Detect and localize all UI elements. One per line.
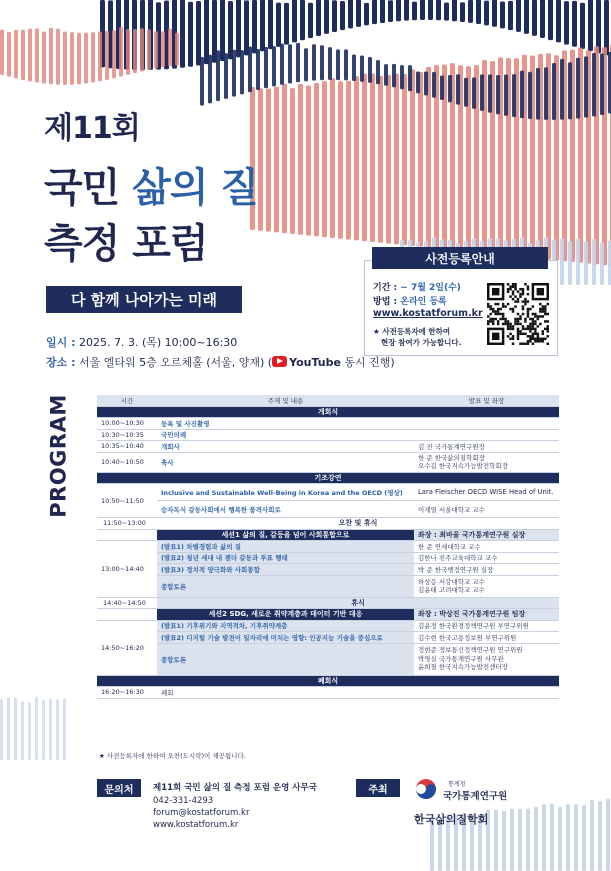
stripe <box>528 72 532 119</box>
stripe <box>161 31 165 67</box>
keynote-band: 기조강연 <box>97 472 559 484</box>
stripe <box>119 27 123 77</box>
stripe <box>378 76 383 243</box>
stripe <box>388 0 393 22</box>
stripe <box>232 50 236 97</box>
closing-band: 폐회식 <box>97 675 559 687</box>
event-place: 장소 : 서울 엘타워 5층 오르체홀 (서울, 양재) ( YouTube 동시 진행) <box>46 356 395 369</box>
stripe <box>604 0 609 55</box>
stripe <box>412 2 417 21</box>
slogan-banner: 다 함께 나아가는 미래 <box>46 286 242 313</box>
stripe <box>544 67 548 120</box>
stripe <box>444 3 449 21</box>
stripe <box>492 0 497 27</box>
stripe <box>21 701 24 760</box>
stripe <box>542 804 546 871</box>
stripe <box>322 81 327 237</box>
table-row: 종합토론 하상응 서강대학교 교수 김윤태 고려대학교 교수 <box>97 575 559 597</box>
stripe <box>216 50 220 101</box>
org-name-1: 국가통계연구원 <box>443 791 508 802</box>
stripe <box>592 53 596 117</box>
stripe <box>248 46 252 92</box>
youtube-icon <box>272 356 287 367</box>
stripe <box>49 28 53 85</box>
program-label: PROGRAM <box>47 394 72 518</box>
stripe <box>440 75 444 100</box>
stripe <box>464 78 468 107</box>
table-row: (발표2) 디지털 기술 발전이 일자리에 미치는 영향: 인공지능 기술을 중심으로 김수현 한국고용정보원 부연구위원 <box>97 632 559 644</box>
qr-code-icon[interactable] <box>487 283 549 345</box>
stripe <box>534 807 538 871</box>
stripe <box>460 2 465 22</box>
stripe <box>548 0 553 40</box>
stripe <box>14 698 17 760</box>
stripe <box>520 71 524 119</box>
lunch-footnote: ★ 사전등록자에 한하여 오찬(도시락)이 제공됩니다. <box>99 752 246 760</box>
stripe <box>424 72 428 96</box>
event-date: 일시 : 2025. 7. 3. (목) 10:00~16:30 <box>46 336 238 349</box>
stripe <box>280 44 284 85</box>
table-row: 10:40~10:50 축사 한 준 한국삶의질학회장 오수길 한국지속가능발전학회장 <box>97 452 559 472</box>
stripe <box>600 53 604 115</box>
stripe <box>290 88 295 234</box>
stripe <box>518 809 522 871</box>
stripe <box>266 89 271 232</box>
stripe <box>328 47 332 80</box>
stripe <box>308 3 313 38</box>
stripe <box>200 57 204 106</box>
stripe <box>596 0 601 53</box>
stripe <box>502 811 506 871</box>
stripe <box>284 3 289 45</box>
registration-method: 방법 : 온라인 등록 <box>373 297 447 307</box>
table-row: 10:00~10:30 등록 및 사진촬영 <box>97 418 559 430</box>
stripe <box>408 65 412 91</box>
stripe <box>154 31 158 68</box>
stripe <box>298 84 303 235</box>
stripe <box>56 699 59 760</box>
stripe <box>386 75 391 244</box>
stripe <box>252 0 257 53</box>
stripe <box>488 74 492 112</box>
table-row: 승자독식 갈등사회에서 행복한 품격사회로 이재열 서울대학교 교수 <box>97 501 559 518</box>
stripe <box>584 241 588 285</box>
stripe <box>49 699 52 760</box>
stripe <box>558 807 562 871</box>
contact-title: 제11회 국민 삶의 질 측정 포럼 운영 사무국 <box>153 783 317 793</box>
stripe <box>98 31 102 81</box>
stripe <box>572 1 577 47</box>
stripe <box>196 1 201 66</box>
stripe <box>296 43 300 82</box>
stripe <box>552 63 556 120</box>
stripe <box>300 0 305 40</box>
stripe <box>396 0 401 21</box>
stripe <box>140 28 144 71</box>
stripe <box>126 29 130 75</box>
stripe <box>105 31 109 80</box>
lunch-band: 11:50~13:00 오찬 및 휴식 <box>97 518 559 530</box>
stripe <box>516 0 521 32</box>
stripe <box>133 29 137 73</box>
table-row: 13:00~14:40 (발표1) 차별경험과 삶의 질 한 준 연세대학교 교수 <box>97 541 559 553</box>
stripe <box>568 241 572 285</box>
stripe <box>476 0 481 24</box>
stripe <box>400 65 404 89</box>
edition-title: 제11회 <box>44 111 140 146</box>
stripe <box>532 0 537 36</box>
stripe <box>14 30 18 79</box>
session1-band: 세션1 삶의 질, 갈등을 넘어 사회통합으로 좌장 : 최바울 국가통계연구원 실장 <box>97 529 559 541</box>
stripe <box>592 239 596 285</box>
stripe <box>348 0 353 28</box>
stripe <box>240 50 244 94</box>
host-tag: 주최 <box>356 779 400 797</box>
stripe <box>316 0 321 36</box>
stripe <box>84 33 88 84</box>
stripe <box>494 810 498 871</box>
stripe <box>220 0 225 61</box>
org-parent: 통계청 <box>448 781 466 788</box>
stripe <box>606 799 610 871</box>
contact-website[interactable]: www.kostatforum.kr <box>153 820 239 830</box>
stripe <box>7 697 10 760</box>
stripe <box>224 53 228 99</box>
stripe <box>336 49 340 80</box>
stripe <box>392 64 396 87</box>
registration-url[interactable]: www.kostatforum.kr <box>373 308 483 319</box>
stripe <box>574 804 578 871</box>
stripe <box>260 0 265 51</box>
stripe <box>582 805 586 871</box>
registration-note-1: ★ 사전등록자에 한하여 <box>373 327 451 336</box>
stripe <box>524 0 529 34</box>
stripe <box>330 78 335 238</box>
stripe <box>564 1 569 45</box>
table-row: 10:50~11:50 Inclusive and Sustainable Well-Being in Korea and the OECD (영상) Lara Fleischer OECD WISE Head of Unit. <box>97 484 559 501</box>
stripe <box>91 32 95 82</box>
stripe <box>580 3 585 49</box>
table-header-row: 시간 주제 및 내용 발표 및 좌장 <box>97 395 559 406</box>
stripe <box>576 58 580 119</box>
stripe <box>550 803 554 871</box>
stripe <box>320 45 324 80</box>
stripe <box>304 48 308 81</box>
stripe <box>258 88 263 231</box>
stripe <box>484 1 489 26</box>
stripe <box>480 74 484 111</box>
contact-tag: 문의처 <box>97 779 141 797</box>
stripe <box>42 700 45 760</box>
stripe <box>416 71 420 93</box>
government-logo-icon <box>415 778 437 800</box>
stripe <box>402 74 407 245</box>
stripe <box>70 32 74 85</box>
stripe <box>432 72 436 98</box>
table-row: 10:30~10:35 국민의례 <box>97 429 559 441</box>
stripe <box>288 44 292 83</box>
stripe <box>282 84 287 234</box>
stripe <box>504 75 508 116</box>
stripe <box>418 72 423 247</box>
stripe <box>436 0 441 20</box>
stripe <box>526 809 530 871</box>
stripe <box>168 29 172 67</box>
stripe <box>512 74 516 117</box>
stripe <box>268 0 273 49</box>
stripe <box>508 1 513 30</box>
stripe <box>77 33 81 85</box>
stripe <box>0 699 3 760</box>
stripe <box>370 74 375 242</box>
stripe <box>590 800 594 871</box>
stripe <box>21 30 25 80</box>
stripe <box>354 76 359 240</box>
stripe <box>428 0 433 20</box>
stripe <box>276 3 281 47</box>
stripe <box>292 0 297 42</box>
main-title-line2: 측정 포럼 <box>44 221 208 267</box>
stripe <box>63 32 67 85</box>
stripe <box>448 75 452 102</box>
stripe <box>560 238 564 285</box>
program-table <box>97 395 559 699</box>
stripe <box>256 49 260 90</box>
registration-note-2: 현장 참여가 가능합니다. <box>381 338 462 347</box>
stripe <box>360 55 364 81</box>
table-row: (발표2) 청년 세대 내 젠더 갈등과 투표 행태 김한나 진주교육대학교 교수 <box>97 552 559 564</box>
stripe <box>35 28 39 82</box>
stripe <box>147 29 151 70</box>
stripe <box>452 0 457 21</box>
stripe <box>63 698 66 760</box>
stripe <box>352 55 356 81</box>
break-band: 14:40~14:50 휴식 <box>97 597 559 609</box>
stripe <box>384 64 388 86</box>
stripe <box>496 75 500 114</box>
stripe <box>376 60 380 84</box>
org-name-2: 한국삶의질학회 <box>414 813 489 826</box>
stripe <box>28 702 31 760</box>
stripe <box>208 55 212 104</box>
stripe <box>274 87 279 233</box>
stripe <box>500 2 505 29</box>
stripe <box>306 86 311 236</box>
stripe <box>180 0 185 68</box>
stripe <box>584 56 588 117</box>
table-row: 14:50~16:20 (발표1) 기후위기와 지역격차, 기후취약계층 김윤정 한국환경정책연구원 부연구위원 <box>97 620 559 632</box>
stripe <box>588 0 593 51</box>
stripe <box>394 74 399 245</box>
stripe <box>188 2 193 67</box>
stripe <box>35 697 38 760</box>
session2-band: 세션2 SDG, 새로운 취약계층과 데이터 기반 대응 좌장 : 박상진 국가통계연구원 팀장 <box>97 609 559 621</box>
stripe <box>264 47 268 88</box>
stripe <box>372 0 377 24</box>
stripe <box>368 57 372 83</box>
registration-heading: 사전등록안내 <box>372 247 548 269</box>
stripe <box>556 0 561 42</box>
stripe <box>338 81 343 239</box>
stripe <box>28 29 32 82</box>
table-row: (발표3) 정치적 양극화와 사회통합 박 준 한국행정연구원 실장 <box>97 564 559 576</box>
registration-period: 기간 : ~ 7월 2일(수) <box>373 283 461 293</box>
stripe <box>312 44 316 80</box>
contact-phone[interactable]: 042-331-4293 <box>153 796 214 806</box>
stripe <box>472 77 476 109</box>
stripe <box>540 0 545 38</box>
opening-band: 개회식 <box>97 406 559 418</box>
stripe <box>438 819 442 871</box>
stripe <box>204 0 209 64</box>
stripe <box>566 804 570 871</box>
stripe <box>272 46 276 86</box>
table-row: 16:20~16:30 폐회 <box>97 687 559 699</box>
contact-email[interactable]: forum@kostatforum.kr <box>153 808 250 818</box>
stripe <box>420 0 425 20</box>
stripe <box>410 69 415 246</box>
stripe <box>7 32 11 77</box>
stripe <box>340 1 345 30</box>
stripe <box>236 0 241 57</box>
stripe <box>576 238 580 285</box>
stripe <box>380 0 385 23</box>
stripe <box>356 0 361 27</box>
table-row: 종합토론 정현준 정보통신정책연구원 연구위원 박영실 국가통계연구원 사무관 윤희철 한국지속가능발전센터장 <box>97 643 559 675</box>
stripe <box>344 49 348 80</box>
stripe <box>536 68 540 120</box>
stripe <box>324 0 329 34</box>
stripe <box>56 29 60 85</box>
stripe <box>560 59 564 120</box>
stripe <box>456 74 460 104</box>
main-title-line1: 국민 삶의 질 <box>44 165 259 211</box>
stripe <box>568 62 572 119</box>
stripe <box>600 242 604 285</box>
stripe <box>0 30 4 75</box>
stripe <box>42 31 46 83</box>
stripe <box>468 0 473 23</box>
stripe <box>332 0 337 32</box>
stripe <box>314 83 319 237</box>
stripe <box>404 0 409 21</box>
stripe <box>175 33 179 66</box>
stripe <box>598 801 602 871</box>
table-row: 10:35~10:40 개회사 김 진 국가통계연구원장 <box>97 441 559 453</box>
stripe <box>112 30 116 78</box>
stripe <box>346 81 351 240</box>
stripe <box>364 3 369 25</box>
stripe <box>510 809 514 871</box>
stripe <box>362 74 367 241</box>
